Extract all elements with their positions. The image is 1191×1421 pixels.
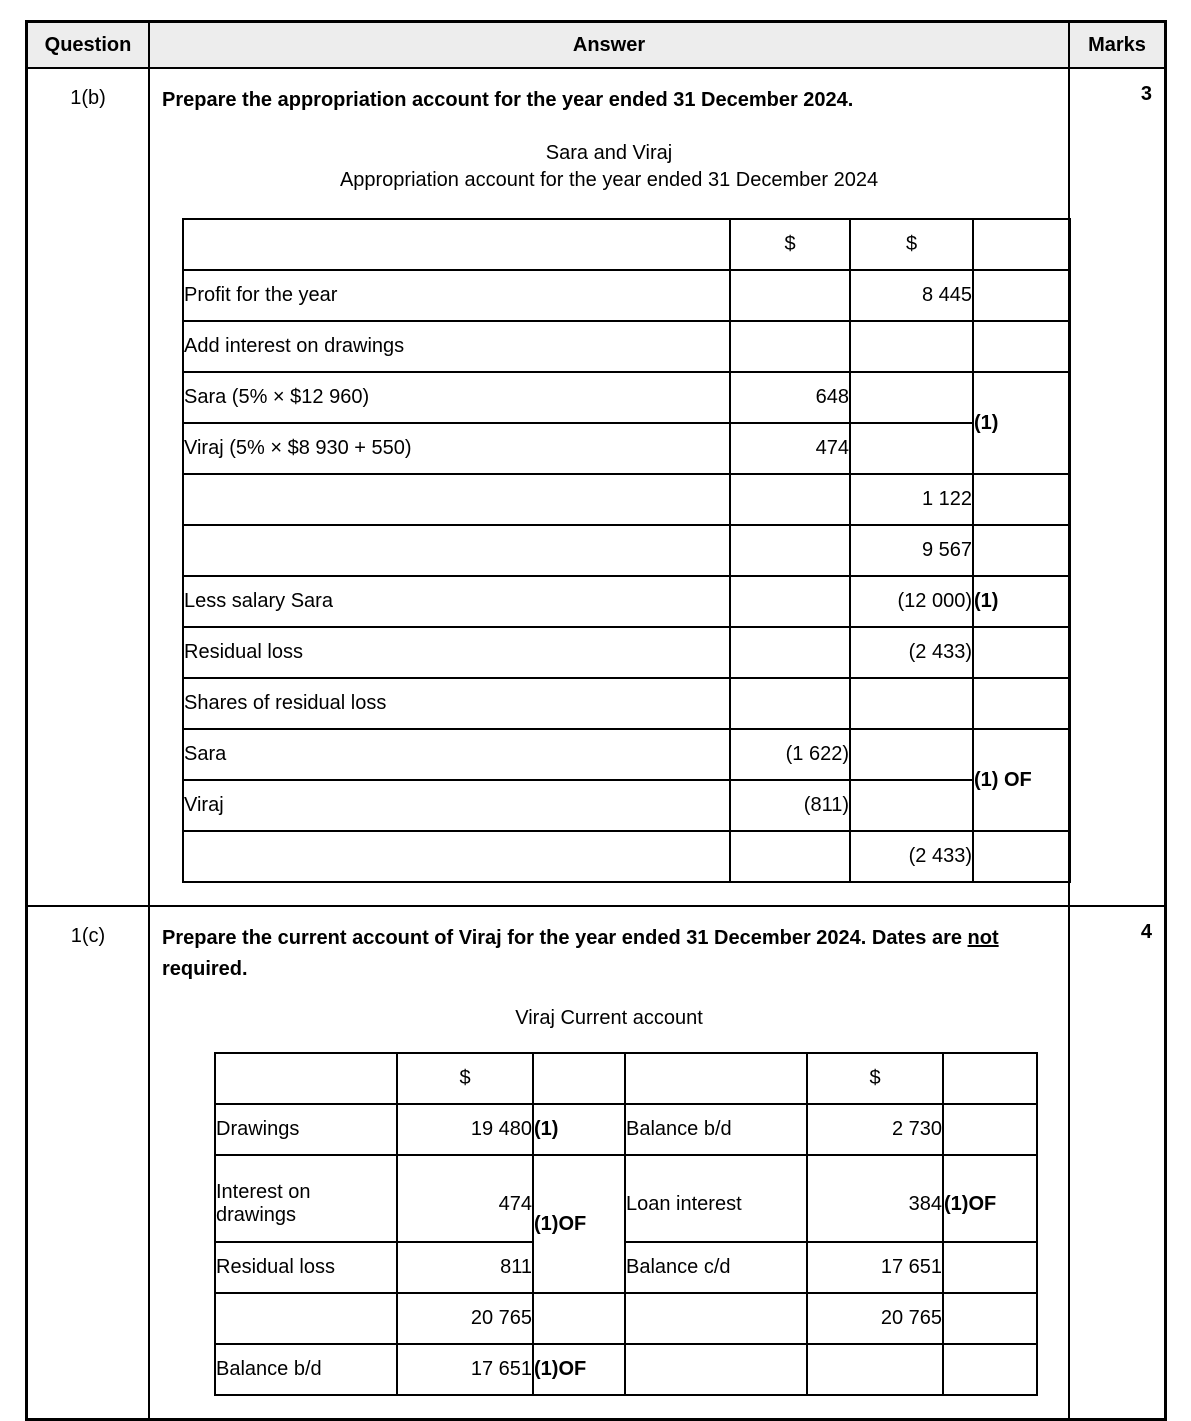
label-cell: Sara (5% × $12 960) (183, 372, 730, 423)
appropriation-row (183, 576, 1070, 627)
label-cell (183, 525, 730, 576)
amount-col1-cell (730, 525, 850, 576)
label-cell: Add interest on drawings (183, 321, 730, 372)
current-account-row (215, 1344, 1037, 1395)
amount-col2-cell: 9 567 (850, 525, 973, 576)
appropriation-row (183, 831, 1070, 882)
mark-cell (973, 474, 1070, 525)
credit-mark-cell (943, 1242, 1037, 1293)
appropriation-row (183, 678, 1070, 729)
current-account-row (215, 1242, 1037, 1293)
amount-col1-cell: 474 (730, 423, 850, 474)
instruction-1b: Prepare the appropriation account for the year ended 31 December 2024. (162, 89, 854, 111)
label-cell: Residual loss (183, 627, 730, 678)
mark-cell (973, 831, 1070, 882)
debit-dollar-header-cell: $ (397, 1053, 533, 1104)
label-cell (183, 219, 730, 270)
credit-label-cell: Balance b/d (625, 1104, 807, 1155)
instruction-1c (162, 919, 1056, 985)
amount-col2-cell (850, 780, 973, 831)
debit-amount-cell: 811 (397, 1242, 533, 1293)
amount-col2-cell (850, 678, 973, 729)
column-header-answer: Answer (149, 22, 1069, 69)
debit-amount-cell: 19 480 (397, 1104, 533, 1155)
debit-amount-cell: 17 651 (397, 1344, 533, 1395)
current-account-row (215, 1155, 1037, 1242)
label-cell: Viraj (5% × $8 930 + 550) (183, 423, 730, 474)
credit-amount-cell: 384 (807, 1155, 943, 1242)
label-cell (183, 831, 730, 882)
credit-label-cell: Balance c/d (625, 1242, 807, 1293)
instruction-1c-underlined: not (967, 927, 999, 949)
credit-label-cell (625, 1293, 807, 1344)
credit-mark-cell (943, 1344, 1037, 1395)
marks-value-1c: 4 (1069, 906, 1166, 1420)
dollar-header-cell: $ (730, 219, 850, 270)
appropriation-row (183, 372, 1070, 423)
mark-cell (973, 627, 1070, 678)
answer-cell-1b (149, 68, 1069, 906)
current-account-row (215, 1104, 1037, 1155)
amount-col1-cell (730, 321, 850, 372)
debit-label-cell: Drawings (215, 1104, 397, 1155)
debit-mark-cell: (1)OF (533, 1344, 625, 1395)
amount-col2-cell (850, 372, 973, 423)
amount-col1-cell (730, 270, 850, 321)
account-title-line1: Sara and Viraj (545, 142, 673, 164)
debit-label-cell: Interest on drawings (215, 1155, 397, 1242)
label-cell: Shares of residual loss (183, 678, 730, 729)
header-row (27, 22, 1166, 69)
mark-cell (973, 525, 1070, 576)
mark-cell: (1) (973, 372, 1070, 474)
label-cell: Profit for the year (183, 270, 730, 321)
current-account-header-row (215, 1053, 1037, 1104)
appropriation-row (183, 525, 1070, 576)
credit-label-cell: Loan interest (625, 1155, 807, 1242)
mark-cell (973, 270, 1070, 321)
amount-col1-cell: (811) (730, 780, 850, 831)
credit-dollar-header-cell: $ (807, 1053, 943, 1104)
mark-cell (973, 321, 1070, 372)
amount-col2-cell (850, 423, 973, 474)
label-cell: Viraj (183, 780, 730, 831)
debit-amount-cell: 474 (397, 1155, 533, 1242)
amount-col2-cell (850, 321, 973, 372)
marks-value-1b: 3 (1069, 68, 1166, 906)
amount-col2-cell (850, 729, 973, 780)
appropriation-account-title (162, 140, 1056, 194)
debit-mark-cell: (1)OF (533, 1155, 625, 1293)
credit-label-cell (625, 1053, 807, 1104)
answer-cell-1c (149, 906, 1069, 1420)
mark-cell (973, 678, 1070, 729)
appropriation-row (183, 474, 1070, 525)
debit-label-cell: Balance b/d (215, 1344, 397, 1395)
amount-col2-cell: (2 433) (850, 831, 973, 882)
mark-cell (973, 219, 1070, 270)
debit-label-cell (215, 1053, 397, 1104)
appropriation-row (183, 780, 1070, 831)
debit-mark-cell: (1) (533, 1104, 625, 1155)
debit-mark-cell (533, 1293, 625, 1344)
debit-label-cell (215, 1293, 397, 1344)
appropriation-table (182, 218, 1071, 883)
debit-amount-cell: 20 765 (397, 1293, 533, 1344)
instruction-1c-after: required. (162, 958, 248, 980)
credit-amount-cell: 2 730 (807, 1104, 943, 1155)
question-number-1c: 1(c) (27, 906, 150, 1420)
label-cell (183, 474, 730, 525)
appropriation-row (183, 270, 1070, 321)
credit-amount-cell: 20 765 (807, 1293, 943, 1344)
amount-col1-cell (730, 678, 850, 729)
label-cell: Sara (183, 729, 730, 780)
credit-mark-cell (943, 1104, 1037, 1155)
amount-col1-cell (730, 831, 850, 882)
current-account-table (214, 1052, 1038, 1396)
amount-col2-cell: 1 122 (850, 474, 973, 525)
account-title-line2: Appropriation account for the year ended 31 December 2024 (339, 169, 879, 191)
appropriation-row (183, 627, 1070, 678)
appropriation-row (183, 423, 1070, 474)
credit-amount-cell (807, 1344, 943, 1395)
amount-col1-cell (730, 627, 850, 678)
amount-col1-cell: (1 622) (730, 729, 850, 780)
label-cell: Less salary Sara (183, 576, 730, 627)
debit-label-cell: Residual loss (215, 1242, 397, 1293)
credit-label-cell (625, 1344, 807, 1395)
column-header-question: Question (27, 22, 150, 69)
mark-cell: (1) (973, 576, 1070, 627)
question-1c-row (27, 906, 1166, 1420)
appropriation-header-row (183, 219, 1070, 270)
amount-col2-cell: 8 445 (850, 270, 973, 321)
mark-scheme-table (25, 20, 1167, 1421)
debit-mark-cell (533, 1053, 625, 1104)
mark-cell: (1) OF (973, 729, 1070, 831)
credit-amount-cell: 17 651 (807, 1242, 943, 1293)
amount-col1-cell: 648 (730, 372, 850, 423)
amount-col2-cell: (12 000) (850, 576, 973, 627)
amount-col2-cell: (2 433) (850, 627, 973, 678)
current-account-title: Viraj Current account (515, 1007, 703, 1029)
credit-mark-cell (943, 1293, 1037, 1344)
dollar-header-cell: $ (850, 219, 973, 270)
appropriation-row (183, 729, 1070, 780)
question-1b-row (27, 68, 1166, 906)
amount-col1-cell (730, 576, 850, 627)
column-header-marks: Marks (1069, 22, 1166, 69)
amount-col1-cell (730, 474, 850, 525)
question-number-1b: 1(b) (27, 68, 150, 906)
credit-mark-cell: (1)OF (943, 1155, 1037, 1242)
instruction-1c-before: Prepare the current account of Viraj for the year ended 31 December 2024. Dates are (162, 927, 968, 949)
credit-mark-cell (943, 1053, 1037, 1104)
appropriation-row (183, 321, 1070, 372)
current-account-row (215, 1293, 1037, 1344)
